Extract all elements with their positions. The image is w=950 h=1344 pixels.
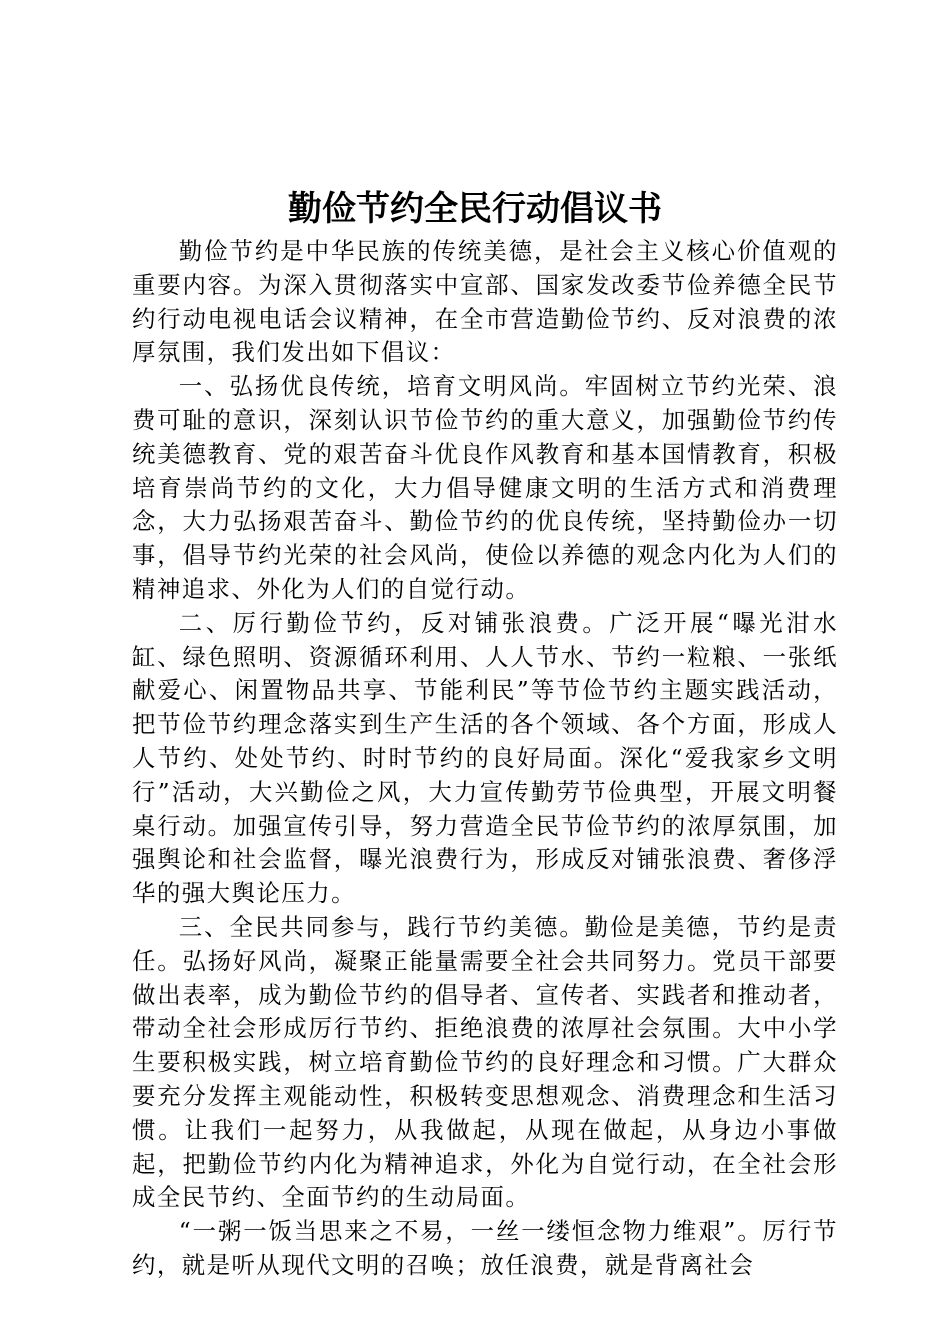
document-title: 勤俭节约全民行动倡议书 (288, 189, 662, 229)
paragraph-point-three: 三、全民共同参与，践行节约美德。勤俭是美德，节约是责任。弘扬好风尚，凝聚正能量需要全社会共同努力。党员干部要做出表率，成为勤俭节约的倡导者、宣传者、实践者和推动者，带动全社会形成厉行节约、拒绝浪费的浓厚社会氛围。大中小学生要积极实践，树立培育勤俭节约的良好理念和习惯。广大群众要充分发挥主观能动性，积极转变思想观念、消费理念和生活习惯。让我们一起努力，从我做起，从现在做起，从身边小事做起，把勤俭节约内化为精神追求，外化为自觉行动，在全社会形成全民节约、全面节约的生动局面。 (132, 912, 838, 1212)
paragraph-point-one: 一、弘扬优良传统，培育文明风尚。牢固树立节约光荣、浪费可耻的意识，深刻认识节俭节约的重大意义，加强勤俭节约传统美德教育、党的艰苦奋斗优良作风教育和基本国情教育，积极培育崇尚节约的文化，大力倡导健康文明的生活方式和消费理念，大力弘扬艰苦奋斗、勤俭节约的优良传统，坚持勤俭办一切事，倡导节约光荣的社会风尚，使俭以养德的观念内化为人们的精神追求、外化为人们的自觉行动。 (132, 372, 838, 603)
paragraph-point-two: 二、厉行勤俭节约，反对铺张浪费。广泛开展“曝光泔水缸、绿色照明、资源循环利用、人人节水、节约一粒粮、一张纸献爱心、闲置物品共享、节能利民”等节俭节约主题实践活动，把节俭节约理念落实到生产生活的各个领域、各个方面，形成人人节约、处处节约、时时节约的良好局面。深化“爱我家乡文明行”活动，大兴勤俭之风，大力宣传勤劳节俭典型，开展文明餐桌行动。加强宣传引导，努力营造全民节俭节约的浓厚氛围，加强舆论和社会监督，曝光浪费行为，形成反对铺张浪费、奢侈浮华的强大舆论压力。 (132, 608, 838, 908)
paragraph-closing: “一粥一饭当思来之不易，一丝一缕恒念物力维艰”。厉行节约，就是听从现代文明的召唤；放任浪费，就是背离社会 (132, 1217, 838, 1279)
document-body (132, 235, 838, 1283)
paragraph-intro: 勤俭节约是中华民族的传统美德，是社会主义核心价值观的重要内容。为深入贯彻落实中宣部、国家发改委节俭养德全民节约行动电视电话会议精神，在全市营造勤俭节约、反对浪费的浓厚氛围，我们发出如下倡议： (132, 237, 838, 367)
